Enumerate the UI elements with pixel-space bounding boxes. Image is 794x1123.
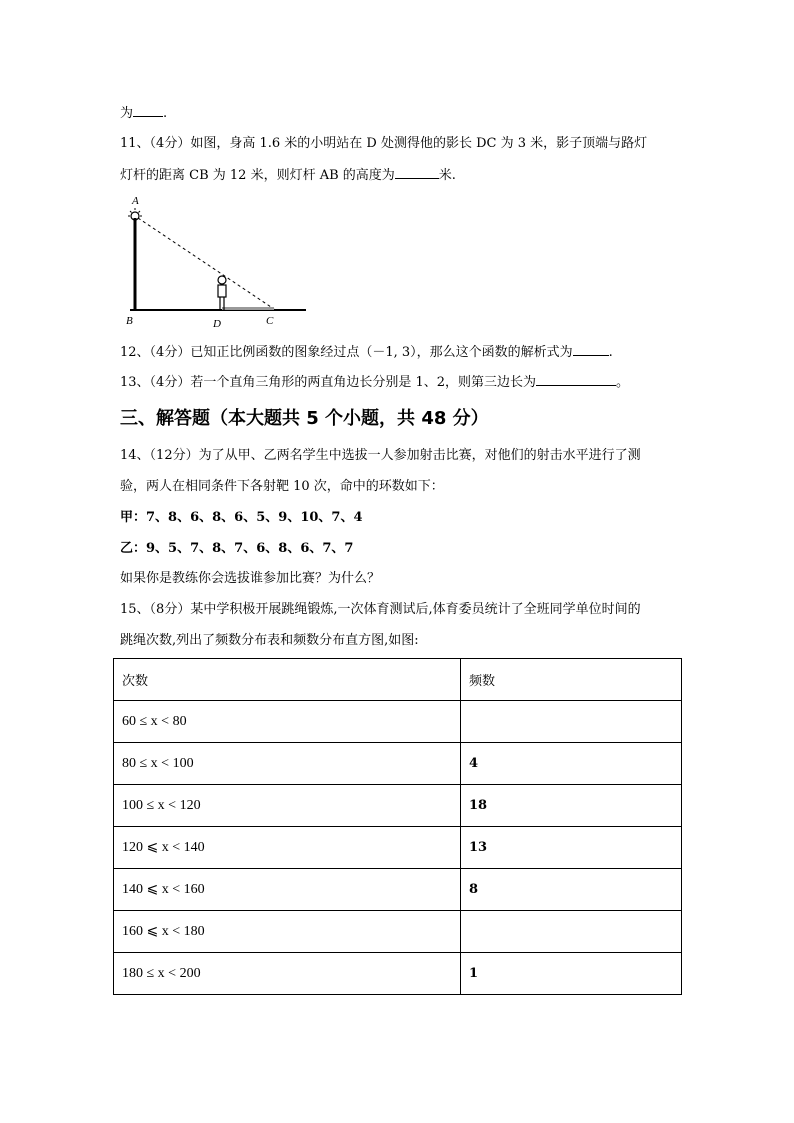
- q14-line2: 验，两人在相同条件下各射靶 10 次，命中的环数如下：: [120, 479, 444, 494]
- q15-line1: 15、（8分）某中学积极开展跳绳锻炼,一次体育测试后,体育委员统计了全班同学单位时间的: [120, 602, 641, 617]
- frequency-cell: 8: [461, 869, 682, 911]
- q11-blank[interactable]: [395, 166, 439, 179]
- shadow: [222, 307, 274, 310]
- frequency-cell: 13: [461, 827, 682, 869]
- person-icon: [218, 276, 226, 310]
- q14-jia-scores: 甲：7、8、6、8、6、5、9、10、7、4: [120, 510, 363, 525]
- q11-line1: 11、（4分）如图，身高 1.6 米的小明站在 D 处测得他的影长 DC 为 3 米，影子顶端与路灯: [120, 136, 648, 151]
- q12-blank[interactable]: [573, 343, 609, 356]
- q10-text: 为: [120, 106, 134, 121]
- table-row: [114, 827, 682, 869]
- table-row: [114, 953, 682, 995]
- q12-text: 12、（4分）已知正比例函数的图象经过点（－1, 3），那么这个函数的解析式为: [120, 345, 573, 360]
- table-row: [114, 911, 682, 953]
- frequency-cell[interactable]: [461, 911, 682, 953]
- frequency-cell: 1: [461, 953, 682, 995]
- range-cell: 80 ≤ x < 100: [114, 743, 461, 785]
- light-ray: [138, 218, 274, 309]
- table-row: [114, 701, 682, 743]
- label-C: C: [266, 315, 274, 327]
- label-A: A: [132, 195, 139, 207]
- q11-line2-pre: 灯杆的距离 CB 为 12 米，则灯杆 AB 的高度为: [120, 168, 395, 183]
- header-frequency: 频数: [461, 659, 682, 701]
- q10-end: .: [163, 106, 168, 121]
- label-D: D: [213, 318, 221, 330]
- range-cell: 140 ⩽ x < 160: [114, 869, 461, 911]
- table-row: [114, 785, 682, 827]
- table-row: [114, 869, 682, 911]
- table-header-row: [114, 659, 682, 701]
- q12-line: [120, 343, 613, 361]
- header-count: 次数: [114, 659, 461, 701]
- table-row: [114, 743, 682, 785]
- q13-line: [120, 373, 629, 391]
- range-cell: 160 ⩽ x < 180: [114, 911, 461, 953]
- section-3-heading: 三、解答题（本大题共 5 个小题，共 48 分）: [120, 408, 489, 429]
- q12-end: .: [608, 345, 613, 360]
- q10-blank[interactable]: [133, 104, 163, 117]
- range-cell: 120 ⩽ x < 140: [114, 827, 461, 869]
- range-cell: 100 ≤ x < 120: [114, 785, 461, 827]
- q15-line2: 跳绳次数,列出了频数分布表和频数分布直方图,如图:: [120, 633, 419, 648]
- q14-line1: 14、（12分）为了从甲、乙两名学生中选拔一人参加射击比赛，对他们的射击水平进行了测: [120, 448, 641, 463]
- q13-blank[interactable]: [536, 373, 616, 386]
- q14-question: 如果你是教练你会选拔谁参加比赛？为什么？: [120, 571, 381, 586]
- q13-text: 13、（4分）若一个直角三角形的两直角边长分别是 1、2，则第三边长为: [120, 375, 536, 390]
- range-cell: 180 ≤ x < 200: [114, 953, 461, 995]
- q10-tail: [120, 104, 167, 122]
- q14-yi-scores: 乙：9、5、7、8、7、6、8、6、7、7: [120, 541, 354, 556]
- frequency-cell: 18: [461, 785, 682, 827]
- q11-line2-post: 米.: [438, 168, 456, 183]
- frequency-cell: 4: [461, 743, 682, 785]
- label-B: B: [126, 315, 133, 327]
- q11-figure: [118, 192, 310, 332]
- frequency-cell[interactable]: [461, 701, 682, 743]
- q11-line2: [120, 166, 456, 184]
- q13-end: 。: [616, 375, 630, 390]
- frequency-table: [113, 658, 682, 995]
- range-cell: 60 ≤ x < 80: [114, 701, 461, 743]
